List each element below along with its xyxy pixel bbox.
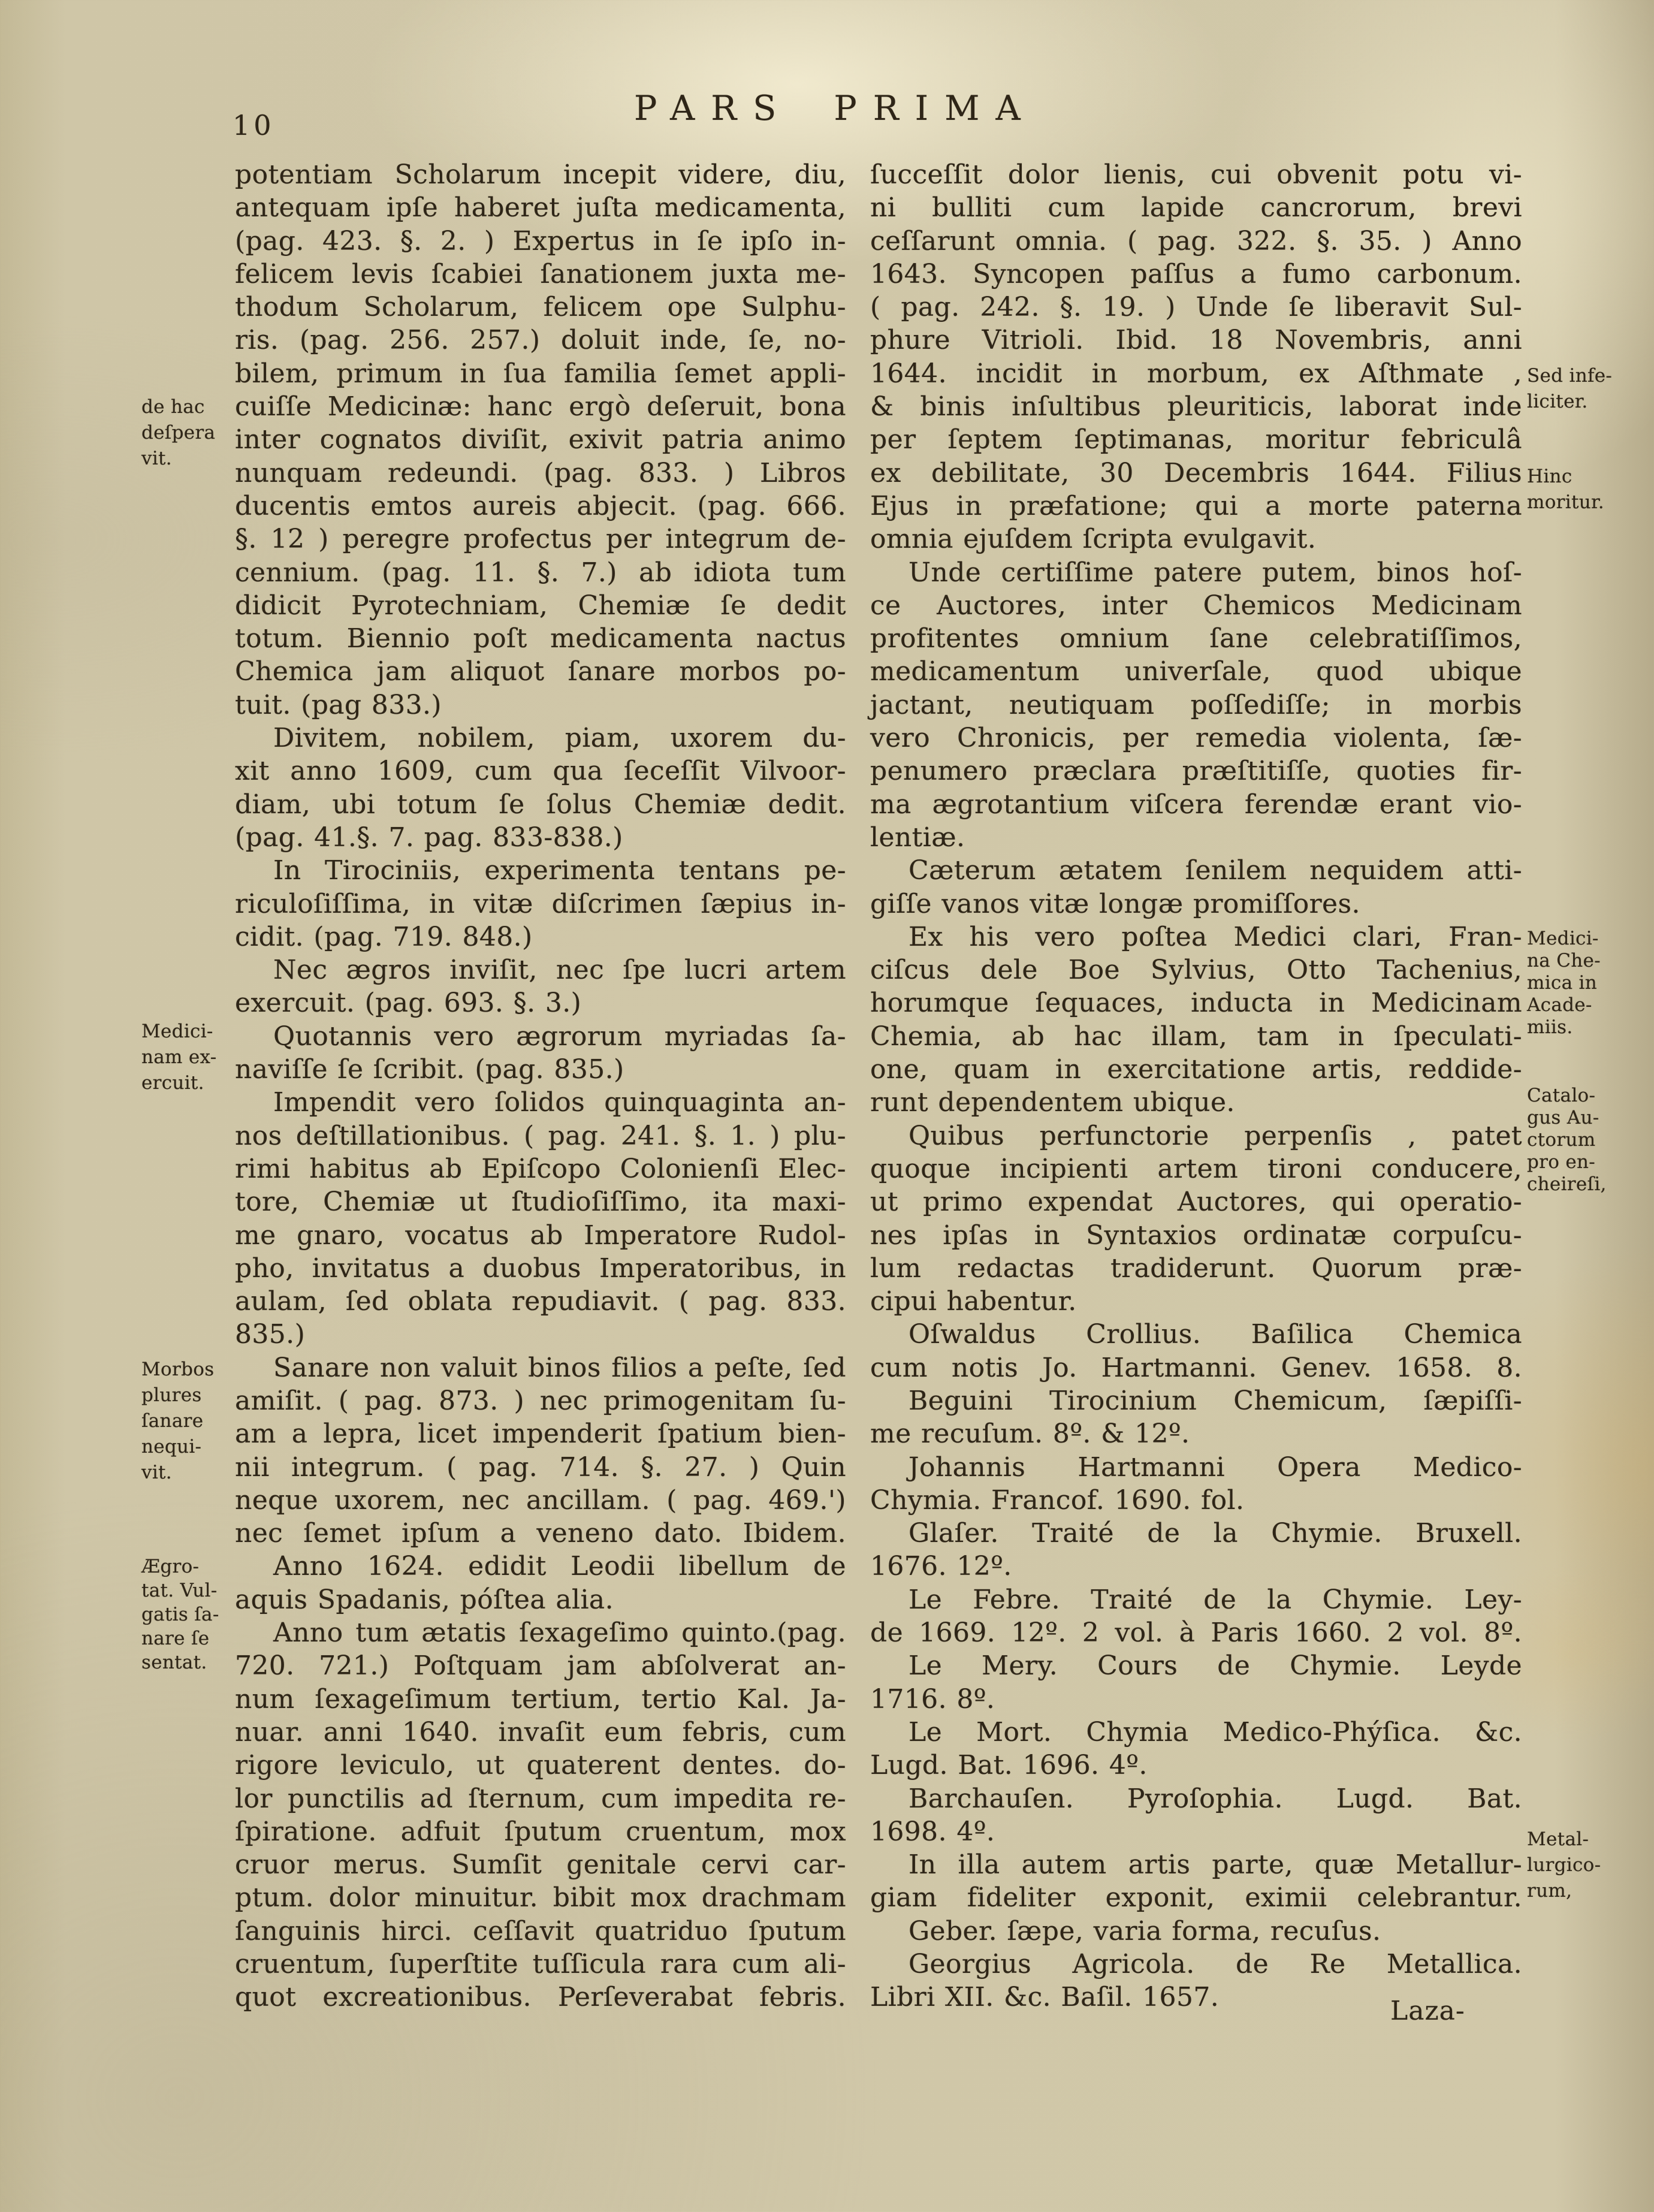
text-line: bilem, primum in ſua familia ſemet appli- (235, 358, 846, 389)
text-line: ni bulliti cum lapide cancrorum, brevi (870, 192, 1522, 224)
text-line: (pag. 423. §. 2. ) Expertus in ſe ipſo in- (235, 225, 846, 256)
text-line: rigore leviculo, ut quaterent dentes. do- (235, 1750, 846, 1781)
text-line: In Tirociniis, experimenta tentans pe- (273, 855, 846, 886)
text-line: Le Mery. Cours de Chymie. Leyde (909, 1650, 1522, 1682)
text-line: rum, (1527, 1880, 1572, 1902)
text-line: nos deſtillationibus. ( pag. 241. §. 1. ) plu- (235, 1120, 846, 1151)
text-line: giam fideliter exponit, eximii celebrantur. (870, 1882, 1522, 1914)
text-line: na Che- (1527, 950, 1601, 971)
text-line: Sanare non valuit binos filios a peſte, ſed (273, 1352, 846, 1383)
text-line: ex debilitate, 30 Decembris 1644. Filius (870, 457, 1522, 488)
text-line: Anno tum ætatis ſexageſimo quinto.(pag. (273, 1617, 846, 1649)
text-line: 835.) (235, 1319, 306, 1350)
text-line: ptum. dolor minuitur. bibit mox drachmam (235, 1882, 846, 1914)
text-line: Hinc (1527, 466, 1572, 487)
margin-note-medicinam-exercuit (141, 1019, 234, 1096)
text-line: tuit. (pag 833.) (235, 689, 442, 720)
text-line: xit anno 1609, cum qua ſeceſſit Vilvoor- (235, 756, 846, 787)
text-line: potentiam Scholarum incepit videre, diu, (235, 159, 846, 190)
text-line: Le Febre. Traité de la Chymie. Ley- (909, 1584, 1522, 1615)
text-line: Cæterum ætatem ſenilem nequidem atti- (909, 855, 1522, 886)
text-line: Georgius Agricola. de Re Metallica. (909, 1949, 1522, 1980)
text-line: vit. (141, 1462, 172, 1483)
text-line: riculoſiſſima, in vitæ diſcrimen ſæpius in- (235, 888, 846, 919)
margin-note-medicina-chemica (1527, 928, 1654, 1039)
text-column-right (870, 158, 1522, 2014)
text-line: aquis Spadanis, póſtea alia. (235, 1584, 614, 1615)
text-line: mica in (1527, 972, 1597, 994)
text-line: ducentis emtos aureis abjecit. (pag. 666. (235, 490, 846, 521)
text-line: Impendit vero ſolidos quinquaginta an- (273, 1087, 846, 1118)
text-line: didicit Pyrotechniam, Chemiæ ſe dedit (235, 590, 846, 621)
text-line: totum. Biennio poſt medicamenta nactus (235, 623, 846, 654)
page-title: PARS PRIMA (634, 89, 1037, 128)
margin-note-morbos-sanare-nequivit (141, 1357, 234, 1486)
catchword: Laza- (1390, 1996, 1465, 2026)
text-line: runt dependentem ubique. (870, 1087, 1235, 1118)
text-line: Lugd. Bat. 1696. 4º. (870, 1750, 1148, 1781)
text-line: ercuit. (141, 1072, 204, 1094)
text-line: ut primo expendat Auctores, qui operatio- (870, 1187, 1522, 1218)
text-line: nequi- (141, 1436, 202, 1457)
text-line: ( pag. 242. §. 19. ) Unde ſe liberavit Sul- (870, 292, 1522, 323)
text-line: Geber. ſæpe, varia forma, recuſus. (909, 1915, 1381, 1947)
text-line: Beguini Tirocinium Chemicum, ſæpiſſi- (909, 1385, 1522, 1416)
text-line: ce Auctores, inter Chemicos Medicinam (870, 590, 1522, 621)
text-line: cidit. (pag. 719. 848.) (235, 921, 533, 952)
text-line: Le Mort. Chymia Medico-Phýſica. &c. (909, 1716, 1522, 1748)
text-line: omnia ejuſdem ſcripta evulgavit. (870, 524, 1317, 555)
margin-note-metallurgicorum (1527, 1827, 1654, 1904)
text-line: gus Au- (1527, 1107, 1599, 1128)
text-line: am a lepra, licet impenderit ſpatium bien- (235, 1419, 846, 1450)
text-line: Medici- (1527, 928, 1599, 949)
text-line: nec ſemet ipſum a veneno dato. Ibidem. (235, 1518, 846, 1549)
text-line: plures (141, 1384, 202, 1406)
text-line: Oſwaldus Crollius. Baſilica Chemica (909, 1319, 1522, 1350)
text-line: tat. Vul- (141, 1580, 218, 1601)
text-line: Chemica jam aliquot ſanare morbos po- (235, 656, 846, 687)
text-line: giſſe vanos vitæ longæ promiſſores. (870, 888, 1360, 919)
text-line: vit. (141, 448, 172, 469)
text-line: tore, Chemiæ ut ſtudioſiſſimo, ita maxi- (235, 1187, 846, 1218)
text-line: Johannis Hartmanni Opera Medico- (909, 1451, 1522, 1483)
text-line: Acade- (1527, 994, 1592, 1016)
text-line: Medici- (141, 1021, 213, 1042)
text-line: 720. 721.) Poſtquam jam abſolverat an- (235, 1650, 846, 1682)
text-line: ſpiratione. adfuit ſputum cruentum, mox (235, 1816, 846, 1847)
text-line: liciter. (1527, 391, 1588, 412)
text-line: ma ægrotantium viſcera ferendæ erant vio- (870, 789, 1522, 820)
text-line: Chymia. Francof. 1690. fol. (870, 1484, 1245, 1516)
text-line: cuiſſe Medicinæ: hanc ergò deſeruit, bona (235, 391, 846, 423)
text-line: 1698. 4º. (870, 1816, 995, 1847)
text-line: per ſeptem ſeptimanas, moritur febriculâ (870, 424, 1522, 455)
text-line: felicem levis ſcabiei ſanationem juxta me- (235, 258, 846, 289)
text-line: Barchauſen. Pyroſophia. Lugd. Bat. (909, 1783, 1522, 1814)
text-line: profitentes omnium ſane celebratiſſimos, (870, 623, 1522, 654)
page-number: 10 (233, 109, 275, 141)
text-line: penumero præclara præſtitiſſe, quoties fir- (870, 756, 1522, 787)
text-line: nuar. anni 1640. invaſit eum febris, cum (235, 1716, 846, 1748)
text-line: miis. (1527, 1016, 1573, 1038)
text-line: In illa autem artis parte, quæ Metallur- (909, 1849, 1522, 1881)
text-line: Quibus perfunctorie perpenſis , patet (909, 1120, 1522, 1151)
margin-note-desperavit (141, 394, 234, 472)
text-line: pho, invitatus a duobus Imperatoribus, in (235, 1253, 846, 1284)
text-line: Anno 1624. edidit Leodii libellum de (273, 1551, 846, 1582)
text-line: aulam, ſed oblata repudiavit. ( pag. 833. (235, 1286, 846, 1317)
text-line: moritur. (1527, 491, 1604, 513)
text-line: 1643. Syncopen paſſus a fumo carbonum. (870, 258, 1522, 289)
text-line: num ſexageſimum tertium, tertio Kal. Ja- (235, 1683, 846, 1715)
text-line: cruor merus. Sumſit genitale cervi car- (235, 1849, 846, 1881)
text-line: ciſcus dele Boe Sylvius, Otto Tachenius, (870, 955, 1522, 986)
text-line: nare ſe (141, 1628, 210, 1649)
text-line: Ægro- (141, 1556, 200, 1577)
text-line: rimi habitus ab Epiſcopo Colonienſi Elec- (235, 1153, 846, 1184)
text-line: cruentum, ſuperſtite tuſſicula rara cum ali- (235, 1949, 846, 1980)
text-line: lurgico- (1527, 1854, 1601, 1876)
text-line: Unde certiſſime patere putem, binos hoſ- (909, 557, 1522, 588)
text-line: nam ex- (141, 1046, 217, 1068)
text-line: antequam ipſe haberet juſta medicamenta, (235, 192, 846, 224)
text-line: lor punctilis ad ſternum, cum impedita re- (235, 1783, 846, 1814)
text-line: cipui habentur. (870, 1286, 1077, 1317)
text-line: Chemia, ab hac illam, tam in ſpeculati- (870, 1021, 1522, 1052)
text-line: Ex his vero poſtea Medici clari, Fran- (909, 921, 1522, 952)
text-line: naviſſe ſe ſcribit. (pag. 835.) (235, 1054, 624, 1085)
text-line: cheireſi, (1527, 1173, 1607, 1195)
text-line: de hac (141, 396, 205, 418)
text-line: sentat. (141, 1652, 207, 1673)
text-line: diam, ubi totum ſe ſolus Chemiæ dedit. (235, 789, 846, 820)
text-line: vero Chronicis, per remedia violenta, ſæ- (870, 723, 1522, 754)
text-line: exercuit. (pag. 693. §. 3.) (235, 988, 582, 1019)
text-line: de 1669. 12º. 2 vol. à Paris 1660. 2 vol. 8º. (870, 1617, 1522, 1649)
text-line: lum redactas tradiderunt. Quorum præ- (870, 1253, 1522, 1284)
text-line: ctorum (1527, 1129, 1596, 1151)
text-line: pro en- (1527, 1151, 1596, 1173)
text-line: inter cognatos diviſit, exivit patria animo (235, 424, 846, 455)
text-line: gatis ſa- (141, 1604, 219, 1625)
text-line: Libri XII. &c. Baſil. 1657. (870, 1982, 1220, 2013)
text-line: thodum Scholarum, felicem ope Sulphu- (235, 292, 846, 323)
text-line: Divitem, nobilem, piam, uxorem du- (273, 723, 846, 754)
text-line: Sed infe- (1527, 365, 1613, 387)
text-column-left (235, 158, 846, 2014)
text-line: deſpera (141, 422, 216, 443)
text-line: me gnaro, vocatus ab Imperatore Rudol- (235, 1220, 846, 1251)
text-line: cennium. (pag. 11. §. 7.) ab idiota tum (235, 557, 846, 588)
text-line: & binis inſultibus pleuriticis, laborat inde (870, 391, 1522, 423)
margin-note-catalogus-auctorum (1527, 1085, 1654, 1196)
margin-note-sed-infeliciter (1527, 363, 1654, 415)
text-line: 1676. 12º. (870, 1551, 1012, 1582)
text-line: quot excreationibus. Perſeverabat febris. (235, 1982, 846, 2013)
text-line: Nec ægros inviſit, nec ſpe lucri artem (273, 955, 846, 986)
text-line: ſanguinis hirci. ceſſavit quatriduo ſputum (235, 1915, 846, 1947)
text-line: lentiæ. (870, 822, 965, 853)
text-line: medicamentum univerſale, quod ubique (870, 656, 1522, 687)
text-line: nes ipſas in Syntaxios ordinatæ corpuſcu- (870, 1220, 1522, 1251)
text-line: ris. (pag. 256. 257.) doluit inde, ſe, no- (235, 325, 846, 356)
text-line: Quotannis vero ægrorum myriadas ſa- (273, 1021, 846, 1052)
text-line: Catalo- (1527, 1085, 1596, 1106)
text-line: §. 12 ) peregre profectus per integrum de- (235, 524, 846, 555)
text-line: Metal- (1527, 1828, 1589, 1850)
text-line: ſanare (141, 1410, 204, 1432)
text-line: amiſit. ( pag. 873. ) nec primogenitam ſu- (235, 1385, 846, 1416)
text-line: cum notis Jo. Hartmanni. Genev. 1658. 8. (870, 1352, 1522, 1383)
text-line: quoque incipienti artem tironi conducere, (870, 1153, 1522, 1184)
text-line: neque uxorem, nec ancillam. ( pag. 469.') (235, 1484, 846, 1516)
text-line: Morbos (141, 1359, 215, 1380)
text-line: Ejus in præfatione; qui a morte paterna (870, 490, 1522, 521)
text-line: 1644. incidit in morbum, ex Aſthmate , (870, 358, 1522, 389)
text-line: jactant, neutiquam poſſediſſe; in morbis (870, 689, 1522, 720)
text-line: horumque ſequaces, inducta in Medicinam (870, 988, 1522, 1019)
text-line: phure Vitrioli. Ibid. 18 Novembris, anni (870, 325, 1522, 356)
text-line: nii integrum. ( pag. 714. §. 27. ) Quin (235, 1451, 846, 1483)
text-line: one, quam in exercitatione artis, reddide- (870, 1054, 1522, 1085)
text-line: (pag. 41.§. 7. pag. 833-838.) (235, 822, 623, 853)
text-line: 1716. 8º. (870, 1683, 995, 1715)
text-line: ceſſarunt omnia. ( pag. 322. §. 35. ) Anno (870, 225, 1522, 256)
text-line: me recuſum. 8º. & 12º. (870, 1419, 1190, 1450)
text-line: Glaſer. Traité de la Chymie. Bruxell. (909, 1518, 1522, 1549)
margin-note-hinc-moritur (1527, 464, 1654, 515)
text-line: ſucceſſit dolor lienis, cui obvenit potu vi- (870, 159, 1522, 190)
text-line: nunquam redeundi. (pag. 833. ) Libros (235, 457, 846, 488)
margin-note-aegrotat (141, 1555, 234, 1674)
